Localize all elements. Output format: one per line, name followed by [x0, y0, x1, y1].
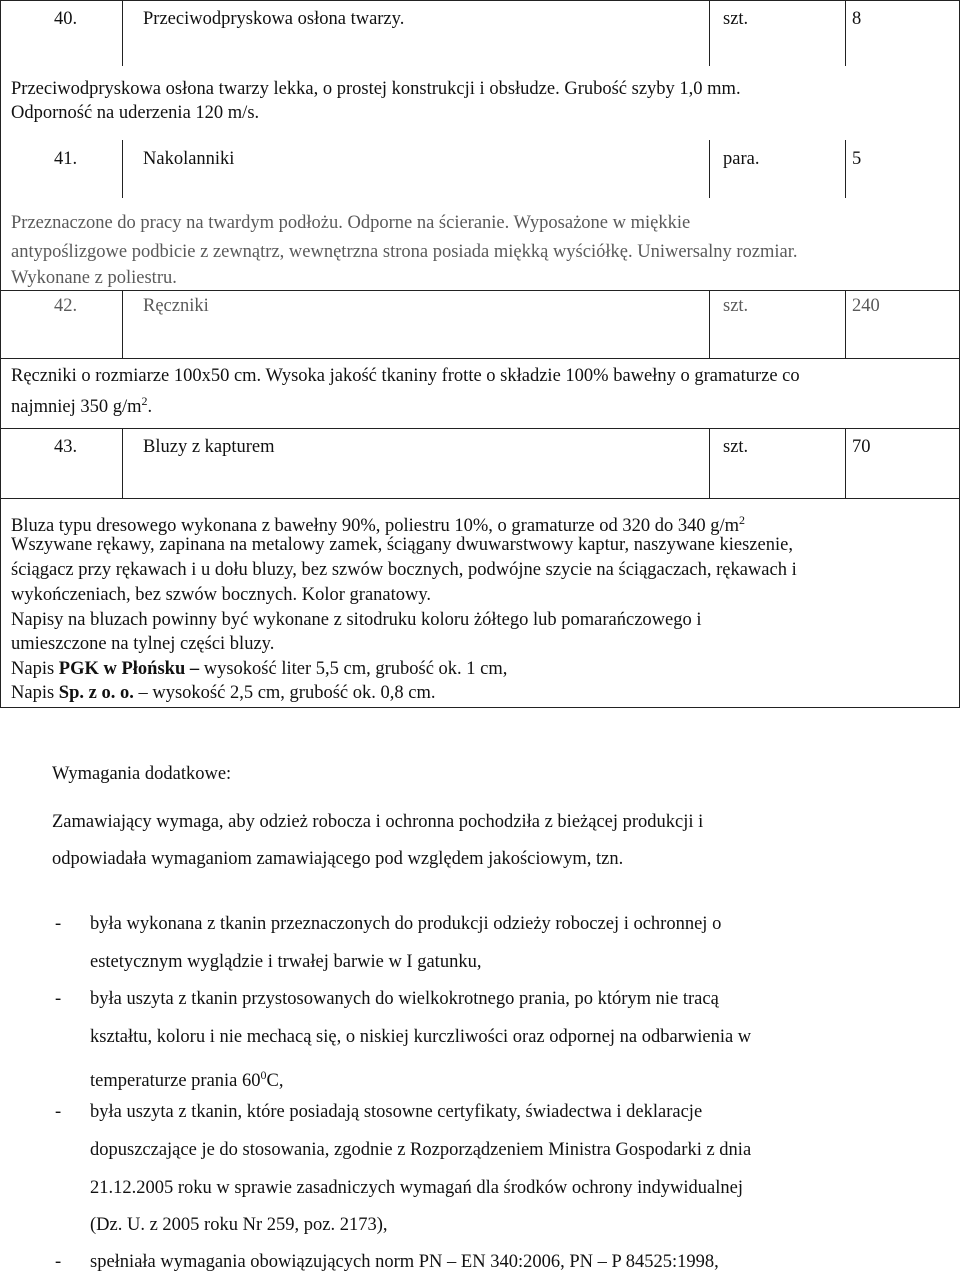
list-item-line	[90, 1063, 284, 1093]
row-description-text: wysokość liter 5,5 cm, grubość ok. 1 cm,	[203, 659, 508, 679]
list-item-line: dopuszczające je do stosowania, zgodnie z Rozporządzeniem Ministra Gospodarki z dnia	[90, 1140, 752, 1160]
row-description-line	[11, 681, 435, 705]
table-divider	[845, 290, 846, 358]
row-description-line	[11, 389, 152, 419]
table-divider	[0, 428, 960, 429]
row-number: 42.	[54, 296, 78, 316]
row-item-name: Ręczniki	[143, 296, 209, 316]
row-description-line: Odporność na uderzenia 120 m/s.	[11, 103, 260, 123]
row-description-text: Bluza typu dresowego wykonana z bawełny 90%, poliestru 10%, o gramaturze od 320 do 340 g/m	[11, 516, 740, 536]
bold-text: PGK w Płońsku	[58, 659, 186, 679]
list-bullet: -	[55, 989, 62, 1009]
row-quantity: 240	[852, 296, 880, 316]
row-quantity: 70	[852, 437, 871, 457]
row-description-line: wykończeniach, bez szwów bocznych. Kolor granatowy.	[11, 585, 432, 605]
list-item-line: estetycznym wyglądzie i trwałej barwie w I gatunku,	[90, 952, 482, 972]
row-description-line: Wszywane rękawy, zapinana na metalowy zamek, ściągany dwuwarstwowy kaptur, naszywane kieszenie,	[11, 535, 793, 555]
row-description-line	[11, 657, 507, 681]
row-unit: szt.	[723, 9, 749, 29]
row-description-text: – wysokość 2,5 cm, grubość ok. 0,8 cm.	[133, 683, 436, 703]
superscript: 2	[141, 394, 148, 408]
row-description-text: najmniej 350 g/m	[11, 397, 142, 417]
list-item-line: była uszyta z tkanin przystosowanych do wielkokrotnego prania, po którym nie tracą	[90, 989, 719, 1009]
list-item-line: była wykonana z tkanin przeznaczonych do produkcji odzieży roboczej i ochronnej o	[90, 914, 722, 934]
row-description-line: Przeznaczone do pracy na twardym podłożu. Odporne na ścieranie. Wyposażone w miękkie	[11, 213, 691, 233]
bold-text: –	[185, 659, 204, 679]
paragraph-line: Zamawiający wymaga, aby odzież robocza i ochronna pochodziła z bieżącej produkcji i	[52, 812, 704, 832]
table-divider	[122, 140, 123, 198]
list-item-line: spełniała wymagania obowiązujących norm PN – EN 340:2006, PN – P 84525:1998,	[90, 1252, 719, 1272]
list-item-text: temperaturze prania 60	[90, 1071, 261, 1091]
row-number: 41.	[54, 149, 78, 169]
list-item-line: (Dz. U. z 2005 roku Nr 259, poz. 2173),	[90, 1215, 388, 1235]
list-bullet: -	[55, 1102, 62, 1122]
row-item-name: Przeciwodpryskowa osłona twarzy.	[143, 9, 405, 29]
row-description-line: Przeciwodpryskowa osłona twarzy lekka, o prostej konstrukcji i obsłudze. Grubość szyby 1,0 mm.	[11, 79, 741, 99]
paragraph-line: odpowiadała wymaganiom zamawiającego pod względem jakościowym, tzn.	[52, 849, 624, 869]
row-unit: szt.	[723, 437, 749, 457]
section-heading: Wymagania dodatkowe:	[52, 764, 232, 784]
table-divider	[709, 140, 710, 198]
table-divider	[709, 0, 710, 66]
list-item-line: 21.12.2005 roku w sprawie zasadniczych wymagań dla środków ochrony indywidualnej	[90, 1178, 743, 1198]
table-divider	[709, 428, 710, 498]
row-description-line: Napisy na bluzach powinny być wykonane z sitodruku koloru żółtego lub pomarańczowego i	[11, 610, 702, 630]
row-description-line: antypoślizgowe podbicie z zewnątrz, wewnętrzna strona posiada miękką wyściółkę. Uniwersalny rozmiar.	[11, 242, 798, 262]
row-quantity: 8	[852, 9, 862, 29]
list-item-text: C,	[266, 1071, 284, 1091]
row-item-name: Bluzy z kapturem	[143, 437, 275, 457]
row-item-name: Nakolanniki	[143, 149, 235, 169]
superscript: 0	[260, 1068, 267, 1082]
table-divider	[845, 140, 846, 198]
list-bullet: -	[55, 1252, 62, 1272]
list-item-line: kształtu, koloru i nie mechacą się, o niskiej kurczliwości oraz odpornej na odbarwienia w	[90, 1027, 752, 1047]
table-divider	[122, 290, 123, 358]
row-description-line: Ręczniki o rozmiarze 100x50 cm. Wysoka jakość tkaniny frotte o składzie 100% bawełny o gramaturze co	[11, 366, 800, 386]
table-divider	[845, 428, 846, 498]
table-divider	[122, 428, 123, 498]
table-divider	[0, 498, 960, 499]
list-bullet: -	[55, 914, 62, 934]
table-divider	[122, 0, 123, 66]
bold-text: Sp. z o. o.	[58, 683, 134, 703]
row-description-line: umieszczone na tylnej części bluzy.	[11, 634, 275, 654]
row-unit: para.	[723, 149, 760, 169]
superscript: 2	[739, 513, 746, 527]
row-number: 43.	[54, 437, 78, 457]
row-number: 40.	[54, 9, 78, 29]
row-description-line: ściągacz przy rękawach i u dołu bluzy, bez szwów bocznych, podwójne szycie na ściągaczach, rękawach i	[11, 560, 797, 580]
row-description-text: Napis	[11, 659, 59, 679]
list-item-line: była uszyta z tkanin, które posiadają stosowne certyfikaty, świadectwa i deklaracje	[90, 1102, 703, 1122]
table-divider	[0, 358, 960, 359]
row-description-text: .	[147, 397, 153, 417]
table-divider	[0, 290, 960, 291]
row-quantity: 5	[852, 149, 862, 169]
table-divider	[845, 0, 846, 66]
row-unit: szt.	[723, 296, 749, 316]
table-divider	[709, 290, 710, 358]
row-description-line: Wykonane z poliestru.	[11, 268, 177, 288]
row-description-text: Napis	[11, 683, 59, 703]
